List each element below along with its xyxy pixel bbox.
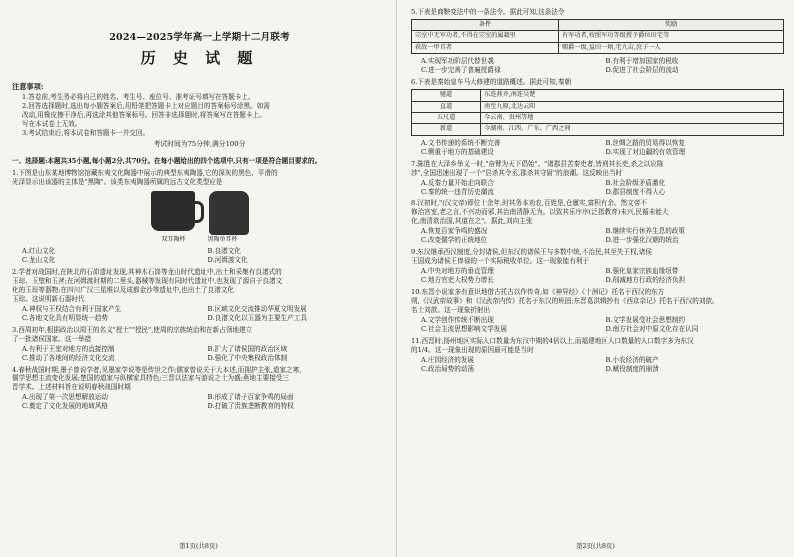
option[interactable]: C.奠定了文化发展的地域风格 xyxy=(22,402,109,411)
question-stem-line: 化的玉琮等器物;在四川广汉三星堆以及成都金沙等遗址中,也出土了良渚文化 xyxy=(12,285,234,294)
notice-item: 写在本试卷上无效。 xyxy=(22,119,82,128)
question-stem-line: 了一批诸侯国家。这一举措 xyxy=(12,334,92,343)
table-cell: 直道 xyxy=(412,101,481,112)
exam-time: 考试时间为75分钟,满分100分 xyxy=(153,139,246,148)
option[interactable]: C.推动了各地间的经济文化交流 xyxy=(22,353,115,362)
option[interactable]: D.进一步强化汉朝的统治 xyxy=(605,236,679,245)
question-stem-line: 光泽显示出该器的主体是"黑陶"。该类东夷陶器所属的远古文化类型应是 xyxy=(12,177,223,186)
question-stem-line: 化,南清欲治国,其道在之"。据此,刘向主张 xyxy=(411,217,533,226)
option[interactable]: C.秦的统一违背历史潮流 xyxy=(421,187,494,196)
option[interactable]: B.小农经济的破产 xyxy=(605,355,659,364)
question-10 xyxy=(411,288,784,315)
question-stem-line: 5.下表是商鞅变法中的一条法令。据此可知,这条法令 xyxy=(411,8,565,16)
notice-item: 改动,用橡皮擦干净后,再选涂其他答案标号。回答非选择题时,将答案写在答题卡上。 xyxy=(22,110,266,119)
table-cell: 新道 xyxy=(412,124,481,135)
question-3 xyxy=(12,326,387,344)
question-stem-line: 儒学思想主流变化发展;楚国的道家与纵横家具特色;三晋以法家与游说之士为盛;燕地主要接受三 xyxy=(12,374,290,383)
option[interactable]: A.庄园经济的发展 xyxy=(421,355,475,364)
option[interactable]: B.有利于增加国家的税收 xyxy=(605,57,679,66)
figure-caption: 黑陶单耳杯 xyxy=(207,235,238,243)
question-11 xyxy=(411,337,784,355)
option[interactable]: D.削减地方行政的经济负担 xyxy=(605,276,686,285)
question-4 xyxy=(12,366,387,393)
option[interactable]: C.龙山文化 xyxy=(22,256,56,265)
question-stem-line: 9.东汉继承西汉制度,分封诸侯,但东汉的诸侯王与多数中统,不治民,其至失王权,诸侯 xyxy=(411,248,652,257)
figure-captions xyxy=(12,236,387,244)
options-q9 xyxy=(421,267,784,285)
option[interactable]: A.有利于王室对地方的直接控制 xyxy=(22,344,115,353)
table-cell: 东连燕齐,南连吴楚 xyxy=(481,90,784,101)
notice-item: 2.回答选择题时,选出每小题答案后,用铅笔把答题卡上对应题目的答案标号涂黑。如需 xyxy=(22,102,270,111)
question-stem-line: 玉琮。这说明新石器时代 xyxy=(12,294,85,303)
question-stem-line: 2.学者对战国时,在陕北的石峁遗址发现,其神木石峁等龙山时代遗址中,出土和采集有良渚式的 xyxy=(12,268,282,276)
question-stem-line: 1.下图是山东某地博物馆馆藏东夷文化陶器中展示的典型东夷陶器,它的深灰的黑色、平滑的 xyxy=(12,169,278,178)
question-stem-line: 修治宫室,老之言,不兴功而邪,其治南清静无为。以致其乐序序(泛指教育)未兴,民循未能大 xyxy=(411,208,669,217)
option[interactable]: A.中央对地方的垂直管理 xyxy=(421,267,494,276)
page-footer-left: 第1页(共8页) xyxy=(179,542,218,551)
table-cell: 南至九原,北达云阳 xyxy=(481,101,784,112)
table-header: 奖励 xyxy=(559,19,784,30)
option[interactable]: B.丝绸之路的贸易得以恢复 xyxy=(605,138,685,147)
option[interactable]: D.打破了贵族垄断教育的特权 xyxy=(207,402,294,411)
question-5 xyxy=(411,8,784,17)
table-cell: 有军功者,按照军功等级授予爵位田宅等 xyxy=(559,31,784,42)
question-stem-line: 的1/4。这一现象出现的原因最可能是当时 xyxy=(411,345,534,354)
question-8 xyxy=(411,199,784,226)
question-1 xyxy=(12,169,387,187)
question-stem-line: 4.春秋战国时期,墨子曾说学者,见墨家学说等是传世之作;儒家曾说关于大本述,而拥护主张,道家之寒, xyxy=(12,365,302,374)
subject-title: 历 史 试 题 xyxy=(140,48,259,67)
table-cell: 驰道 xyxy=(412,90,481,101)
question-stem-line: 6.下表是秦始皇车马大修建的道路概述。据此可知,秦朝 xyxy=(411,78,572,87)
question-stem-line: 7.陈胜在大泽乡举义一时,"奋臂为天下倡始"。"诸郡县苦秦吏者,皆刑其长吏,杀之以应陈 xyxy=(411,159,664,168)
option[interactable]: B.文学发展受社会思想制约 xyxy=(605,315,685,324)
option[interactable]: A.恢复百家争鸣的盛况 xyxy=(421,227,488,236)
option[interactable]: B.良渚文化 xyxy=(207,247,241,256)
option[interactable]: A.文学创作传统不断出现 xyxy=(421,315,494,324)
option[interactable]: D.赋役制度的崩溃 xyxy=(605,364,659,373)
options-q2 xyxy=(22,305,387,323)
option[interactable]: B.社会阶级矛盾激化 xyxy=(605,178,666,187)
notice-heading: 注意事项: xyxy=(12,82,44,92)
table-cell: 赐爵一级,益田一顷,宅九亩,庶子一人 xyxy=(559,42,784,53)
option[interactable]: C.政治局势的动荡 xyxy=(421,364,475,373)
page-right xyxy=(397,0,794,557)
option[interactable]: C.各地文化具有明显统一趋势 xyxy=(22,313,109,322)
pottery-cup-image xyxy=(151,191,195,231)
option[interactable]: C.侧重于地方的基础建设 xyxy=(421,147,494,156)
option[interactable]: C.社会主流思想影响文学发展 xyxy=(421,324,508,333)
page-footer-right: 第2页(共8页) xyxy=(576,542,615,551)
options-q3 xyxy=(22,345,387,363)
question-stem-line: 玉琮、玉璧和玉斧;在河姆渡时期的二里头,器械等发现有同时代遗址中,也发现了源自于良渚文 xyxy=(12,276,283,285)
option[interactable]: B.区域文化交流推动华夏文明发展 xyxy=(207,304,307,313)
question-stem-line: 涉",全国迅速出现了一个"县杀其令丞,郡杀其守尉"的浪潮。这反映出当时 xyxy=(411,168,623,177)
option[interactable]: D.强化了中央集权政治体制 xyxy=(207,353,288,362)
option[interactable]: A.神权与王权结合有利于国家产生 xyxy=(22,304,122,313)
table-q5 xyxy=(411,19,784,54)
notice-block xyxy=(12,82,387,149)
table-header: 条件 xyxy=(412,19,559,30)
table-cell: 今湖南、江西、广东、广西之间 xyxy=(481,124,784,135)
question-stem-line: 11.西晋时,扬州地区实际人口数量为东汉中期的4倍以上,而福建地区人口数量的人口数字多为东汉 xyxy=(411,336,694,345)
options-q5 xyxy=(421,57,784,75)
option[interactable]: D.实现了对边疆的有效管理 xyxy=(605,147,686,156)
question-9 xyxy=(411,248,784,266)
question-stem-line: 8.汉初时,"(汉文帝)即位十余年,时其务本劝农,百姓是,仓廪实,富积有余。然文帝不 xyxy=(411,199,647,208)
options-q4 xyxy=(22,393,387,411)
question-2 xyxy=(12,268,387,304)
option[interactable]: D.郡县制度不得人心 xyxy=(605,187,666,196)
option[interactable]: D.良渚文化以玉器为主要生产工具 xyxy=(207,313,307,322)
question-stem-line: 名士刘歆。这一现象折射出 xyxy=(411,305,491,314)
figure-caption: 双耳陶杯 xyxy=(161,235,186,243)
option[interactable]: A.反秦力量开始走向联合 xyxy=(421,178,494,187)
option[interactable]: B.继续实行休养生息的政策 xyxy=(605,227,685,236)
option[interactable]: C.改变儒学的正统地位 xyxy=(421,236,488,245)
option[interactable]: D.促进了社会阶层的流动 xyxy=(605,66,679,75)
table-cell: 获敌一甲首者 xyxy=(412,42,559,53)
question-stem-line: 3.西周初年,根据政治以周王的名义"授土""授民",使周的宗族统治和在新占领地建立 xyxy=(12,325,253,334)
options-q7 xyxy=(421,179,784,197)
options-q1 xyxy=(22,247,387,265)
question-stem-line: 晋学术。上述材料旨在说明春秋战国时期 xyxy=(12,383,131,392)
option[interactable]: A.文书传递的系统不断完善 xyxy=(421,138,501,147)
table-q6 xyxy=(411,89,784,136)
option[interactable]: A.实现军功阶层代替世袭 xyxy=(421,57,494,66)
option[interactable]: A.出现了第一次思想解放运动 xyxy=(22,393,108,402)
table-cell: 宗室中无军功者,不得在宗室的属籍里 xyxy=(412,31,559,42)
question-stem-line: 朔,《汉武帝故事》和《汉武帝内传》托名于东汉的班固;东晋葛洪辑抄有《西京杂记》托名于西汉的刘歆。 xyxy=(411,297,719,306)
question-7 xyxy=(411,160,784,178)
notice-item: 3.考试结束后,将本试卷和答题卡一并交回。 xyxy=(22,128,150,137)
option[interactable]: C.进一步完善了普遍授爵禄 xyxy=(421,66,501,75)
notice-item: 1.答卷前,考生务必将自己的姓名、考生号、座位号、准考证号填写在答题卡上。 xyxy=(22,93,255,102)
table-cell: 今云南、贵州等地 xyxy=(481,112,784,123)
table-cell: 五尺道 xyxy=(412,112,481,123)
options-q11 xyxy=(421,356,784,374)
section-heading: 一、选择题:本题共35小题,每小题2分,共70分。在每小题给出的四个选项中,只有一项是符合题目要求的。 xyxy=(12,157,322,166)
option[interactable]: A.红山文化 xyxy=(22,247,56,256)
exam-title: 2024—2025学年高一上学期十二月联考 xyxy=(109,32,290,43)
options-q8 xyxy=(421,227,784,245)
pottery-jar-image xyxy=(209,191,249,235)
pottery-figure xyxy=(12,191,387,235)
options-q10 xyxy=(421,316,784,334)
option[interactable]: B.强化皇家宗族血缘纽带 xyxy=(605,267,679,276)
options-q6 xyxy=(421,139,784,157)
option[interactable]: D.河姆渡文化 xyxy=(207,256,248,265)
option[interactable]: C.地方官吏大权势力增长 xyxy=(421,276,494,285)
option[interactable]: B.形成了诸子百家争鸣的局面 xyxy=(207,393,294,402)
question-stem-line: 10.东晋小说家多有意识地借古托古以作传奇,如《神异经》《十洲记》托名于西汉的东方 xyxy=(411,288,665,297)
question-stem-line: 王国成为诸侯王俸禄的一个实际税收单位。这一现象能有利于 xyxy=(411,257,590,266)
question-6 xyxy=(411,78,784,87)
option[interactable]: B.扩大了诸侯国的政治区域 xyxy=(207,344,287,353)
option[interactable]: D.南方社会对中原文化存在认同 xyxy=(605,324,699,333)
